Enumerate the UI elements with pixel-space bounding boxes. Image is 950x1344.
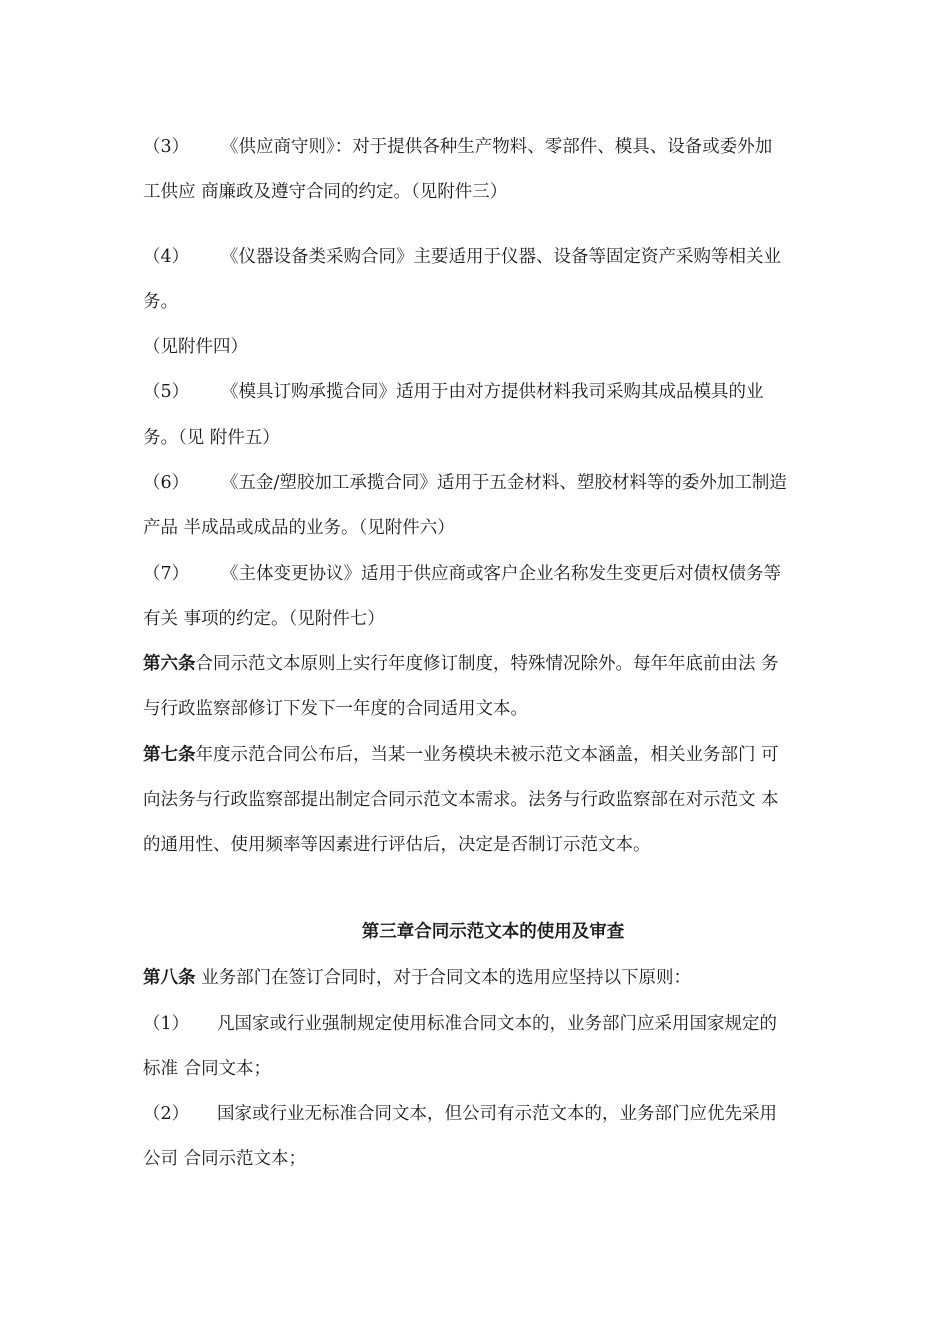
item-3-line-1 (143, 135, 772, 159)
item-4-line-3: （见附件四） (143, 337, 248, 357)
article-8-line (143, 966, 691, 990)
principle-1-line-2: 标准 合同文本； (143, 1059, 272, 1079)
item-number: （6） (143, 473, 190, 493)
article-6-line-1 (143, 652, 779, 676)
principle-text: 国家或行业无标准合同文本，但公司有示范文本的，业务部门应优先采用 (217, 1104, 777, 1124)
item-text: 《仪器设备类采购合同》主要适用于仪器、设备等固定资产采购等相关业 (221, 247, 781, 267)
item-6-line-1 (143, 471, 787, 495)
item-5-line-2: 务。（见 附件五） (143, 428, 280, 448)
article-text: 业务部门在签订合同时，对于合同文本的选用应坚持以下原则： (195, 968, 692, 988)
principle-2-line-1 (143, 1102, 777, 1126)
principle-2-line-2: 公司 合同示范文本； (143, 1149, 307, 1169)
item-number: （5） (143, 382, 190, 402)
item-number: （3） (143, 137, 190, 157)
item-7-line-2: 有关 事项的约定。（见附件七） (143, 609, 385, 629)
article-7-line-3: 的通用性、使用频率等因素进行评估后，决定是否制订示范文本。 (143, 835, 651, 855)
article-7-line-2: 向法务与行政监察部提出制定合同示范文本需求。法务与行政监察部在对示范文 本 (143, 790, 779, 810)
item-6-line-2: 产品 半成品或成品的业务。（见附件六） (143, 518, 455, 538)
article-label: 第七条 (143, 745, 196, 765)
item-text: 《五金/塑胶加工承揽合同》适用于五金材料、塑胶材料等的委外加工制造 (221, 473, 787, 493)
principle-number: （2） (143, 1104, 190, 1124)
principle-number: （1） (143, 1014, 190, 1034)
item-4-line-2: 务。 (143, 292, 178, 312)
article-text: 年度示范合同公布后，当某一业务模块未被示范文本涵盖，相关业务部门 可 (195, 745, 779, 765)
article-label: 第六条 (143, 654, 196, 674)
item-text: 《模具订购承揽合同》适用于由对方提供材料我司采购其成品模具的业 (221, 382, 764, 402)
article-text: 合同示范文本原则上实行年度修订制度，特殊情况除外。每年年底前由法 务 (195, 654, 779, 674)
chapter-3-heading: 第三章合同示范文本的使用及审查 (361, 922, 625, 942)
item-7-line-1 (143, 562, 781, 586)
article-7-line-1 (143, 743, 779, 767)
item-4-line-1 (143, 245, 781, 269)
article-6-line-2: 与行政监察部修订下发下一年度的合同适用文本。 (143, 699, 528, 719)
item-3-line-2: 工供应 商廉政及遵守合同的约定。（见附件三） (143, 182, 508, 202)
principle-1-line-1 (143, 1012, 777, 1036)
principle-text: 凡国家或行业强制规定使用标准合同文本的，业务部门应采用国家规定的 (217, 1014, 777, 1034)
item-5-line-1 (143, 380, 764, 404)
item-text: 《主体变更协议》适用于供应商或客户企业名称发生变更后对债权债务等 (221, 564, 781, 584)
article-label: 第八条 (143, 968, 196, 988)
item-text: 《供应商守则》：对于提供各种生产物料、零部件、模具、设备或委外加 (221, 137, 773, 157)
item-number: （4） (143, 247, 190, 267)
item-number: （7） (143, 564, 190, 584)
